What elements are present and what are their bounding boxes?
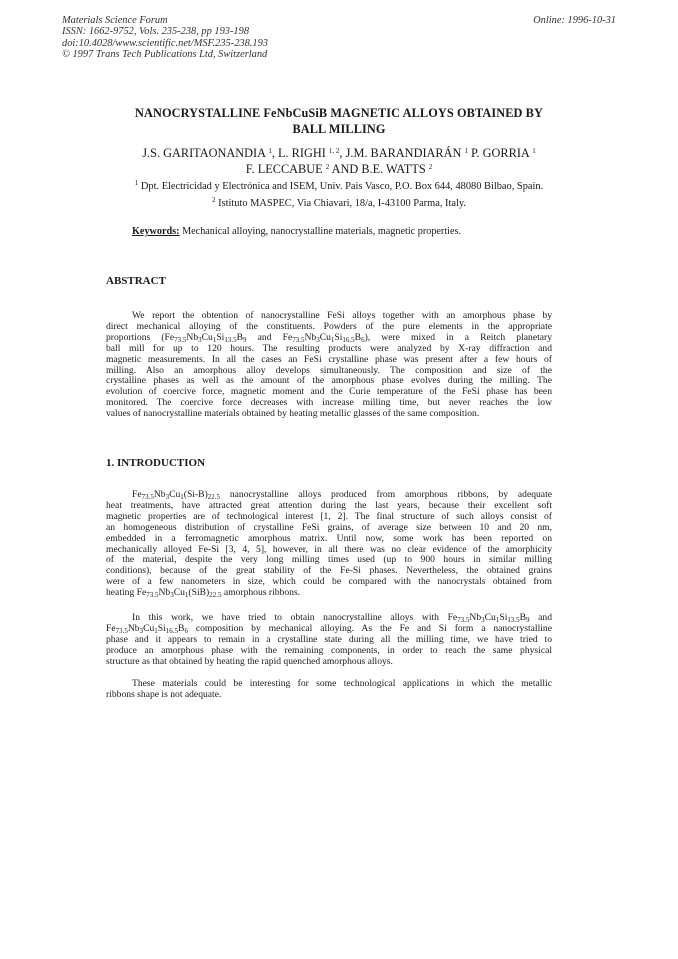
text-line: direct mechanical alloying of the constituents. Powders of the pure elements in the appropriate bbox=[106, 320, 552, 332]
affiliation-1 bbox=[80, 180, 598, 193]
author-line-2 bbox=[90, 161, 588, 177]
author-affiliation-mark: 1 bbox=[532, 147, 536, 155]
text-line: values of nanocrystalline materials obtained by heating metallic glasses of the same composition. bbox=[106, 408, 480, 420]
text-line: of the material, despite the very long milling times used (up to 900 hours in similar milling bbox=[106, 554, 552, 566]
text-line: structure as that obtained by heating the rapid quenched amorphous alloys. bbox=[106, 655, 393, 667]
affiliation-mark: 2 bbox=[212, 196, 216, 204]
text-line: These materials could be interesting for some technological applications in which the metallic bbox=[132, 678, 552, 689]
author-affiliation-mark: 1 bbox=[464, 147, 468, 155]
text-line: milling. Also an amorphous alloy develops simultaneously. The composition and size of the bbox=[106, 364, 552, 376]
affiliation-text: Dpt. Electricidad y Electrónica and ISEM, Univ. Pais Vasco, P.O. Box 644, 48080 Bilbao, Spain. bbox=[140, 181, 544, 192]
text-line: We report the obtention of nanocrystalline FeSi alloys together with an amorphous phase by bbox=[132, 310, 552, 321]
intro-paragraph-1 bbox=[106, 490, 552, 599]
author-affiliation-mark: 2 bbox=[325, 163, 330, 171]
text-line: magnetic measurements. In all the cases an FeSi crystalline phase was present after a few hours of bbox=[106, 353, 552, 365]
text-line: In this work, we have tried to obtain nanocrystalline alloys with $Fe_{73.5}Nb_3Cu_1Si_{13.5}B_9$ and bbox=[132, 612, 552, 624]
text-line: were of a few nanometers in size, which could be compared with the nanocrystals obtained from bbox=[106, 576, 552, 588]
text-line: ball mill for up to 120 hours. The resulting products were analyzed by X-ray diffraction and bbox=[106, 342, 552, 354]
text-line: heat treatments, have attracted great attention during the last years, because their excellent soft bbox=[106, 499, 552, 511]
text-line: conditions), because of the great stability of the Fe-Si phases. Nevertheless, the obtained grains bbox=[106, 565, 552, 577]
author-name: L. RIGHI bbox=[278, 146, 326, 160]
text-line: heating $Fe_{73.5}Nb_3Cu_1(SiB)_{22.5}$ amorphous ribbons. bbox=[106, 587, 301, 600]
text-line: an homogeneous distribution of crystalline FeSi grains, of average size between 10 and 20 nm, bbox=[106, 521, 552, 533]
keywords bbox=[132, 226, 461, 237]
author-name: J.S. GARITAONANDIA bbox=[142, 146, 266, 160]
copyright-line: © 1997 Trans Tech Publications Ltd, Switzerland bbox=[62, 49, 268, 61]
author-affiliation-mark: 1 bbox=[268, 147, 272, 155]
text-line: $Fe_{73.5}Nb_3Cu_1(Si-B)_{22.5}$ nanocrystalline alloys produced from amorphous ribbons, by adequate bbox=[132, 489, 552, 501]
author-affiliation-mark: 1, 2 bbox=[328, 147, 340, 155]
abstract-heading: ABSTRACT bbox=[106, 275, 166, 287]
abstract-body bbox=[106, 311, 552, 420]
author-name: F. LECCABUE bbox=[245, 162, 323, 176]
author-line-1: J.S. GARITAONANDIA $^1$, L. RIGHI $^{1, 2}$, J.M. BARANDIARÁN $^1$ P. GORRIA $^1$ bbox=[142, 146, 536, 160]
text-line: embedded in a ferromagnetic amorphous matrix. Until now, some work has been reported on bbox=[106, 532, 552, 544]
issn-line: ISSN: 1662-9752, Vols. 235-238, pp 193-198 bbox=[62, 26, 250, 38]
paper-title bbox=[100, 105, 578, 137]
author-list bbox=[90, 145, 588, 177]
online-date: Online: 1996-10-31 bbox=[533, 15, 616, 26]
affiliation-text: Istituto MASPEC, Via Chiavari, 18/a, I-43100 Parma, Italy. bbox=[218, 198, 466, 209]
keywords-text: Mechanical alloying, nanocrystalline materials, magnetic properties. bbox=[182, 226, 462, 237]
affiliation-2 bbox=[80, 197, 598, 210]
affiliation-mark: 1 bbox=[134, 179, 139, 187]
keywords-label: Keywords: bbox=[132, 226, 180, 237]
text-line: evolution of coercive force, magnetic moment and the Curie temperature of the FeSi phase has been bbox=[106, 386, 552, 398]
title-line-2: BALL MILLING bbox=[292, 122, 386, 136]
author-name: AND B.E. WATTS bbox=[331, 162, 426, 176]
title-line-1: NANOCRYSTALLINE FeNbCuSiB MAGNETIC ALLOYS OBTAINED BY bbox=[135, 106, 543, 120]
text-line: monitored. The coercive force decreases with increase milling time, but never reaches the low bbox=[106, 397, 552, 409]
text-line: crystalline phases as well as the amount of the amorphous phase evolves during the milling. The bbox=[106, 375, 552, 387]
text-line: $Fe_{73.5}Nb_3Cu_1Si_{16.5}B_6$ composition by mechanical alloying. As the Fe and Si form a nanocrystalline bbox=[106, 622, 552, 635]
text-line: proportions ($Fe_{73.5}Nb_3Cu_1Si_{13.5}B_9$ and $Fe_{73.5}Nb_3Cu_1Si_{16.5}B_6$), were mixed in a Reitch planetary bbox=[106, 331, 552, 344]
introduction-heading: 1. INTRODUCTION bbox=[106, 457, 206, 469]
text-line: magnetic properties are of technological interest [1, 2]. The final structure of such alloys consist of bbox=[106, 510, 552, 522]
intro-paragraph-2 bbox=[106, 613, 552, 668]
journal-metadata bbox=[62, 15, 268, 61]
text-line: ribbons shape is not adequate. bbox=[106, 688, 222, 700]
journal-name: Materials Science Forum bbox=[62, 15, 168, 26]
text-line: produce an amorphous phase with the remaining components, in order to reach the same physical bbox=[106, 644, 552, 656]
author-affiliation-mark: 2 bbox=[428, 163, 433, 171]
author-name: P. GORRIA bbox=[471, 146, 530, 160]
doi-line: doi:10.4028/www.scientific.net/MSF.235-238.193 bbox=[62, 37, 268, 49]
intro-paragraph-3 bbox=[106, 679, 552, 701]
text-line: mechanically alloyed Fe-Si [3, 4, 5], however, in all there was no clear evidence of the amorphicity bbox=[106, 543, 552, 555]
text-line: phase and it appears to remain in a crystalline state during all the milling time, we have tried to bbox=[106, 633, 552, 645]
author-name: J.M. BARANDIARÁN bbox=[345, 146, 462, 160]
